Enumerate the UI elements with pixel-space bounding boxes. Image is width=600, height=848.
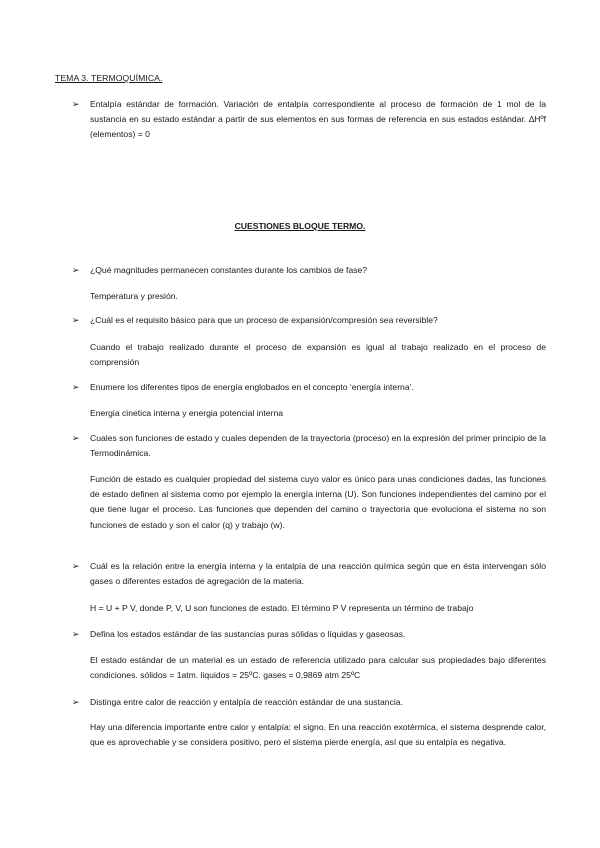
answer-text: Temperatura y presión. [90, 291, 178, 301]
section-heading: CUESTIONES BLOQUE TERMO. [234, 221, 366, 231]
arrow-bullet-icon: ➢ [72, 561, 80, 571]
arrow-bullet-icon: ➢ [72, 697, 80, 707]
question-text: Cuales son funciones de estado y cuales dependen de la trayectoria (proceso) en la expresión del primer principio de la Termodinámica. [90, 433, 546, 459]
question-text: Enumere los diferentes tipos de energía englobados en el concepto ‘energía interna’. [90, 382, 414, 392]
question-item [72, 559, 546, 589]
question-text: Distinga entre calor de reacción y entalpía de reacción estándar de una sustancia. [90, 697, 403, 707]
question-item [72, 627, 546, 642]
question-item [72, 431, 546, 461]
arrow-bullet-icon: ➢ [72, 315, 80, 325]
arrow-bullet-icon: ➢ [72, 265, 80, 275]
arrow-bullet-icon: ➢ [72, 99, 80, 109]
answer-text: Hay una diferencia importante entre calor y entalpía: el signo. En una reacción exotérmica, el sistema desprende calor, que es aprovechable y se considera positivo, pero el sistema pierde energía, así que su entalpía es negativa. [90, 722, 546, 748]
question-item [72, 263, 546, 278]
question-text: ¿Qué magnitudes permanecen constantes durante los cambios de fase? [90, 265, 368, 275]
arrow-bullet-icon: ➢ [72, 433, 80, 443]
arrow-bullet-icon: ➢ [72, 382, 80, 392]
answer-text: H = U + P V, donde P, V, U son funciones de estado. El término P V representa un término de trabajo [90, 603, 474, 613]
question-item [72, 313, 546, 328]
intro-bullet-item [72, 97, 546, 143]
question-item [72, 695, 546, 710]
answer-text: Función de estado es cualquier propiedad del sistema cuyo valor es único para unas condiciones dadas, las funciones de estado definen al sistema como por ejemplo la energía interna (U). Son funciones independientes del camino por el que tiene lugar el proceso. Las funciones que dependen del camino o trayectoria que evoluciona el sistema no son funciones de estado y son el calor (q) y trabajo (w). [90, 474, 546, 530]
document-title: TEMA 3. TERMOQUÍMICA. [55, 73, 163, 83]
answer-text: El estado estándar de un material es un estado de referencia utilizado para calcular sus propiedades bajo diferentes condiciones. sólidos = 1atm. liquidos = 25ºC. gases = 0,9869 atm 25ºC [90, 655, 546, 681]
arrow-bullet-icon: ➢ [72, 629, 80, 639]
question-item [72, 380, 546, 395]
question-text: Cuál es la relación entre la energía interna y la entalpía de una reacción química según que en ésta intervengan sólo gases o diferentes estados de agregación de la materia. [90, 561, 546, 587]
question-text: Defina los estados estándar de las sustancias puras sólidas o líquidas y gaseosas. [90, 629, 406, 639]
answer-text: Cuando el trabajo realizado durante el proceso de expansión es igual al trabajo realizado en el proceso de comprensión [90, 342, 546, 368]
answer-text: Energia cinetica interna y energia potencial interna [90, 408, 284, 418]
intro-text: Entalpía estándar de formación. Variación de entalpía correspondiente al proceso de formación de 1 mol de la sustancia en su estado estándar a partir de sus elementos en sus formas de referencia en sus estados estándar. ∆Hºf (elementos) = 0 [90, 99, 546, 140]
question-text: ¿Cuál es el requisito básico para que un proceso de expansión/compresión sea reversible? [90, 315, 438, 325]
